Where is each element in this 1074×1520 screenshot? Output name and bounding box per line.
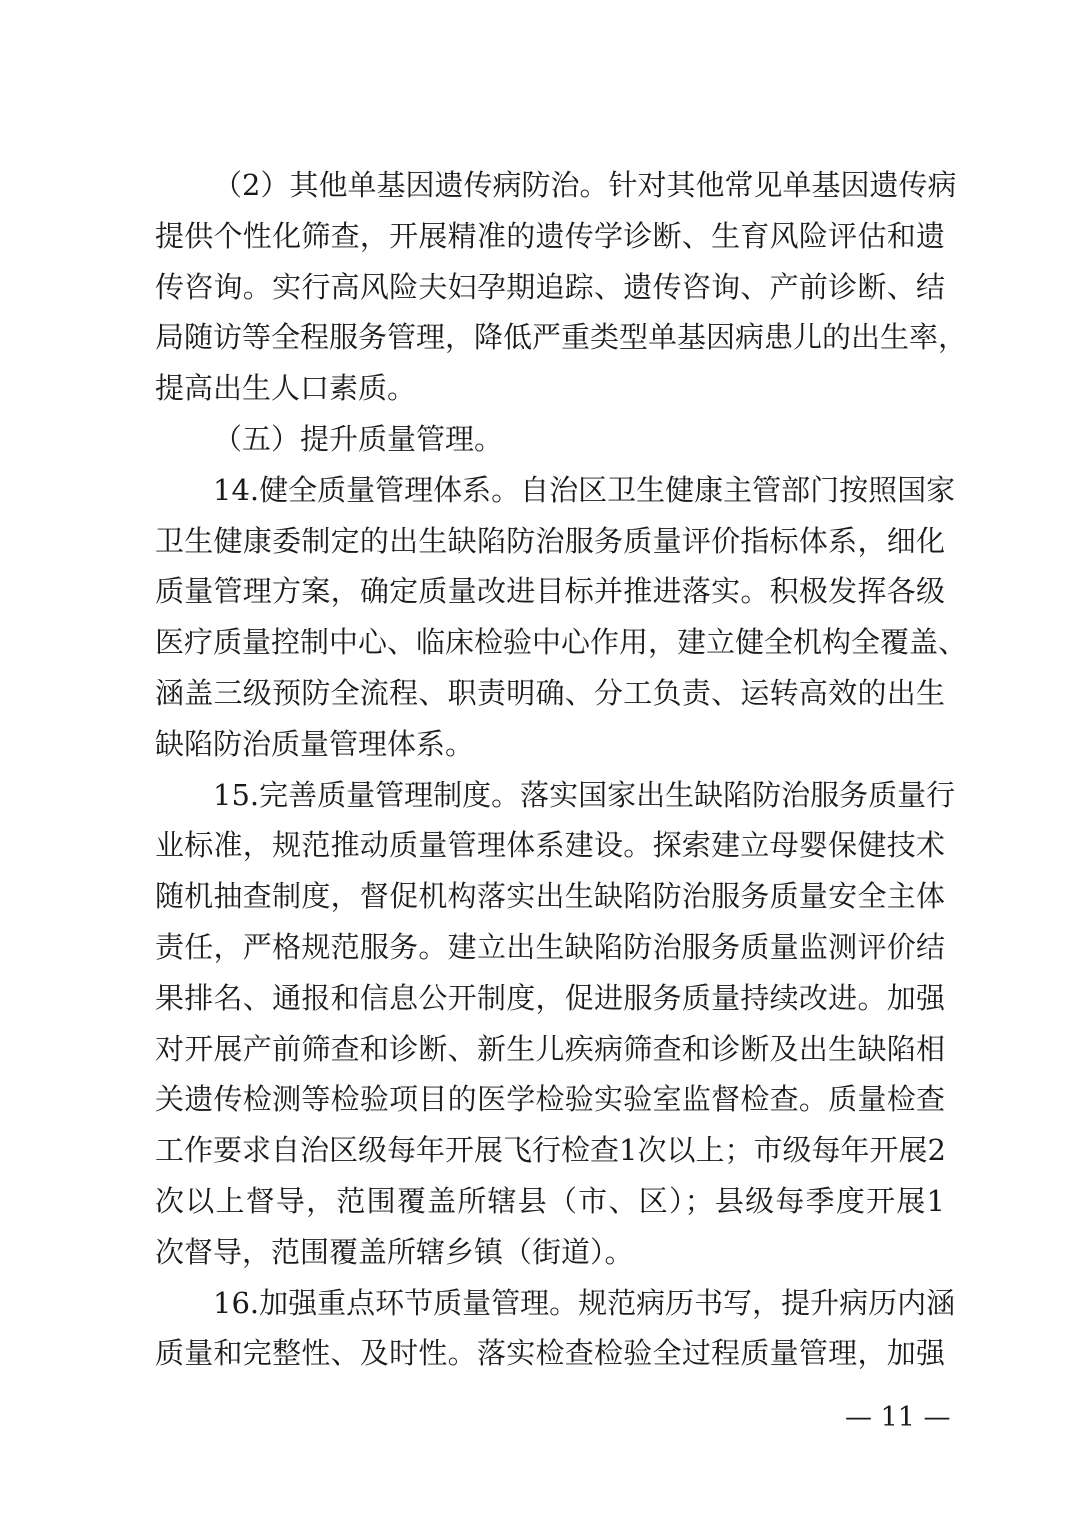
text-line: 业标准，规范推动质量管理体系建设。探索建立母婴保健技术	[155, 828, 945, 863]
text-line: 对开展产前筛查和诊断、新生儿疾病筛查和诊断及出生缺陷相	[155, 1031, 945, 1066]
text-line: 次督导，范围覆盖所辖乡镇（街道）。	[155, 1234, 634, 1269]
text-line: 卫生健康委制定的出生缺陷防治服务质量评价指标体系，细化	[155, 523, 945, 558]
text-line: 关遗传检测等检验项目的医学检验实验室监督检查。质量检查	[155, 1082, 945, 1117]
text-line: 提供个性化筛查，开展精准的遗传学诊断、生育风险评估和遗	[155, 218, 945, 253]
text-line: 14.健全质量管理体系。自治区卫生健康主管部门按照国家	[213, 472, 956, 507]
text-line: 提高出生人口素质。	[155, 371, 417, 406]
text-line: 工作要求自治区级每年开展飞行检查1次以上；市级每年开展2	[155, 1133, 946, 1168]
page-number: — 11 —	[845, 1402, 951, 1433]
text-line: 16.加强重点环节质量管理。规范病历书写，提升病历内涵	[213, 1285, 956, 1320]
text-line: 质量和完整性、及时性。落实检查检验全过程质量管理，加强	[155, 1336, 945, 1371]
text-line: 随机抽查制度，督促机构落实出生缺陷防治服务质量安全主体	[155, 879, 945, 914]
text-line: 缺陷防治质量管理体系。	[155, 726, 475, 761]
document-body	[155, 160, 968, 1379]
text-line: 果排名、通报和信息公开制度，促进服务质量持续改进。加强	[155, 980, 945, 1015]
text-line: 15.完善质量管理制度。落实国家出生缺陷防治服务质量行	[213, 777, 956, 812]
text-line: （2）其他单基因遗传病防治。针对其他常见单基因遗传病	[213, 168, 957, 202]
text-line: 责任，严格规范服务。建立出生缺陷防治服务质量监测评价结	[155, 929, 945, 964]
text-line: 涵盖三级预防全流程、职责明确、分工负责、运转高效的出生	[155, 675, 945, 710]
text-line: （五）提升质量管理。	[213, 421, 504, 456]
text-line: 传咨询。实行高风险夫妇孕期追踪、遗传咨询、产前诊断、结	[155, 269, 945, 304]
text-line: 次以上督导，范围覆盖所辖县（市、区）；县级每季度开展1	[155, 1183, 945, 1218]
text-line: 质量管理方案，确定质量改进目标并推进落实。积极发挥各级	[155, 574, 945, 609]
text-line: 医疗质量控制中心、临床检验中心作用，建立健全机构全覆盖、	[155, 625, 968, 660]
text-line: 局随访等全程服务管理，降低严重类型单基因病患儿的出生率，	[155, 320, 968, 355]
